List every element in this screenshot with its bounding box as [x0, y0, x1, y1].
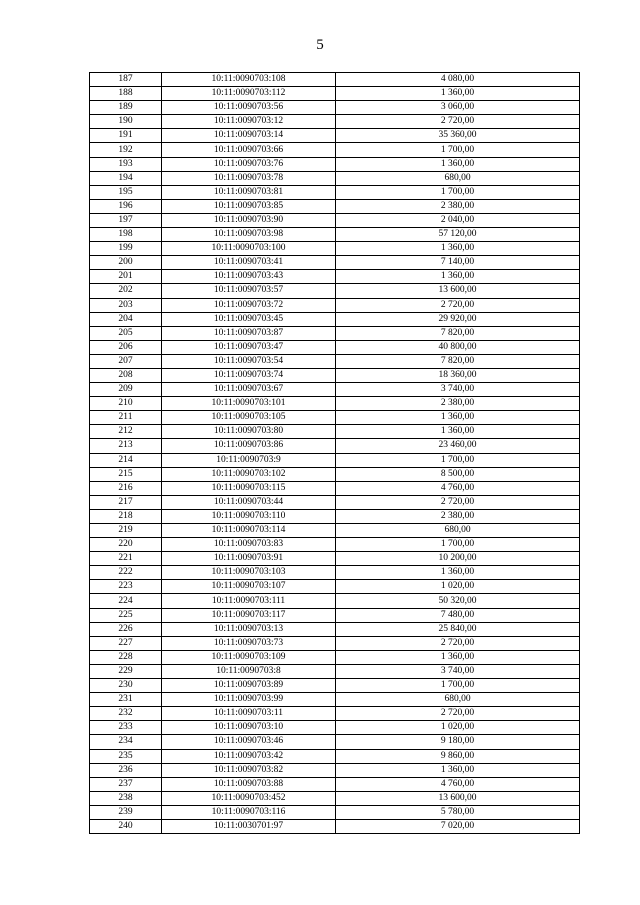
- cadastral-number-cell: 10:11:0090703:111: [162, 594, 336, 608]
- table-row: [90, 538, 580, 552]
- row-number-cell: 193: [90, 157, 162, 171]
- value-cell: 23 460,00: [336, 439, 580, 453]
- cadastral-number-cell: 10:11:0090703:42: [162, 749, 336, 763]
- row-number-cell: 217: [90, 495, 162, 509]
- table-row: [90, 298, 580, 312]
- table-row: [90, 679, 580, 693]
- value-cell: 1 360,00: [336, 411, 580, 425]
- value-cell: 680,00: [336, 693, 580, 707]
- value-cell: 1 360,00: [336, 650, 580, 664]
- row-number-cell: 198: [90, 228, 162, 242]
- cadastral-number-cell: 10:11:0090703:110: [162, 509, 336, 523]
- table-row: [90, 312, 580, 326]
- value-cell: 4 760,00: [336, 777, 580, 791]
- row-number-cell: 187: [90, 73, 162, 87]
- table-row: [90, 566, 580, 580]
- cadastral-number-cell: 10:11:0090703:74: [162, 368, 336, 382]
- cadastral-number-cell: 10:11:0030701:97: [162, 819, 336, 833]
- row-number-cell: 225: [90, 608, 162, 622]
- row-number-cell: 213: [90, 439, 162, 453]
- value-cell: 8 500,00: [336, 467, 580, 481]
- table-row: [90, 368, 580, 382]
- cadastral-number-cell: 10:11:0090703:103: [162, 566, 336, 580]
- cadastral-number-cell: 10:11:0090703:86: [162, 439, 336, 453]
- cadastral-number-cell: 10:11:0090703:80: [162, 425, 336, 439]
- row-number-cell: 221: [90, 552, 162, 566]
- value-cell: 50 320,00: [336, 594, 580, 608]
- value-cell: 2 040,00: [336, 213, 580, 227]
- table-row: [90, 552, 580, 566]
- value-cell: 1 360,00: [336, 763, 580, 777]
- table-row: [90, 453, 580, 467]
- row-number-cell: 230: [90, 679, 162, 693]
- table-row: [90, 664, 580, 678]
- cadastral-number-cell: 10:11:0090703:102: [162, 467, 336, 481]
- cadastral-number-cell: 10:11:0090703:14: [162, 129, 336, 143]
- row-number-cell: 203: [90, 298, 162, 312]
- value-cell: 57 120,00: [336, 228, 580, 242]
- cadastral-number-cell: 10:11:0090703:87: [162, 326, 336, 340]
- value-cell: 1 700,00: [336, 679, 580, 693]
- table-body: [90, 73, 580, 834]
- row-number-cell: 189: [90, 101, 162, 115]
- value-cell: 1 360,00: [336, 242, 580, 256]
- cadastral-number-cell: 10:11:0090703:8: [162, 664, 336, 678]
- row-number-cell: 239: [90, 805, 162, 819]
- row-number-cell: 228: [90, 650, 162, 664]
- row-number-cell: 223: [90, 580, 162, 594]
- value-cell: 5 780,00: [336, 805, 580, 819]
- cadastral-number-cell: 10:11:0090703:72: [162, 298, 336, 312]
- value-cell: 7 480,00: [336, 608, 580, 622]
- value-cell: 29 920,00: [336, 312, 580, 326]
- row-number-cell: 205: [90, 326, 162, 340]
- row-number-cell: 199: [90, 242, 162, 256]
- table-row: [90, 242, 580, 256]
- value-cell: 3 740,00: [336, 383, 580, 397]
- value-cell: 7 820,00: [336, 326, 580, 340]
- value-cell: 18 360,00: [336, 368, 580, 382]
- value-cell: 1 360,00: [336, 270, 580, 284]
- value-cell: 2 720,00: [336, 636, 580, 650]
- row-number-cell: 188: [90, 87, 162, 101]
- table-row: [90, 284, 580, 298]
- table-row: [90, 143, 580, 157]
- cadastral-number-cell: 10:11:0090703:45: [162, 312, 336, 326]
- cadastral-number-cell: 10:11:0090703:85: [162, 199, 336, 213]
- table-row: [90, 735, 580, 749]
- row-number-cell: 215: [90, 467, 162, 481]
- row-number-cell: 204: [90, 312, 162, 326]
- row-number-cell: 238: [90, 791, 162, 805]
- row-number-cell: 201: [90, 270, 162, 284]
- value-cell: 1 360,00: [336, 157, 580, 171]
- cadastral-number-cell: 10:11:0090703:83: [162, 538, 336, 552]
- cadastral-number-cell: 10:11:0090703:13: [162, 622, 336, 636]
- value-cell: 13 600,00: [336, 284, 580, 298]
- row-number-cell: 231: [90, 693, 162, 707]
- row-number-cell: 214: [90, 453, 162, 467]
- row-number-cell: 233: [90, 721, 162, 735]
- cadastral-number-cell: 10:11:0090703:88: [162, 777, 336, 791]
- value-cell: 1 700,00: [336, 453, 580, 467]
- table-row: [90, 439, 580, 453]
- cadastral-number-cell: 10:11:0090703:112: [162, 87, 336, 101]
- row-number-cell: 224: [90, 594, 162, 608]
- cadastral-number-cell: 10:11:0090703:114: [162, 524, 336, 538]
- cadastral-number-cell: 10:11:0090703:109: [162, 650, 336, 664]
- value-cell: 1 020,00: [336, 580, 580, 594]
- value-cell: 2 720,00: [336, 495, 580, 509]
- row-number-cell: 208: [90, 368, 162, 382]
- table-row: [90, 411, 580, 425]
- cadastral-number-cell: 10:11:0090703:11: [162, 707, 336, 721]
- cadastral-number-cell: 10:11:0090703:98: [162, 228, 336, 242]
- page-number: 5: [316, 37, 324, 53]
- table-row: [90, 228, 580, 242]
- table-row: [90, 129, 580, 143]
- value-cell: 9 860,00: [336, 749, 580, 763]
- row-number-cell: 236: [90, 763, 162, 777]
- row-number-cell: 240: [90, 819, 162, 833]
- value-cell: 7 820,00: [336, 354, 580, 368]
- table-row: [90, 594, 580, 608]
- table-row: [90, 185, 580, 199]
- cadastral-number-cell: 10:11:0090703:41: [162, 256, 336, 270]
- cadastral-number-cell: 10:11:0090703:101: [162, 397, 336, 411]
- row-number-cell: 206: [90, 340, 162, 354]
- table-row: [90, 115, 580, 129]
- table-row: [90, 256, 580, 270]
- cadastral-number-cell: 10:11:0090703:90: [162, 213, 336, 227]
- row-number-cell: 209: [90, 383, 162, 397]
- table-row: [90, 73, 580, 87]
- value-cell: 3 060,00: [336, 101, 580, 115]
- table-row: [90, 636, 580, 650]
- table-row: [90, 777, 580, 791]
- table-row: [90, 199, 580, 213]
- cadastral-number-cell: 10:11:0090703:99: [162, 693, 336, 707]
- table-row: [90, 213, 580, 227]
- table-row: [90, 383, 580, 397]
- value-cell: 2 380,00: [336, 397, 580, 411]
- row-number-cell: 190: [90, 115, 162, 129]
- value-cell: 40 800,00: [336, 340, 580, 354]
- cadastral-number-cell: 10:11:0090703:56: [162, 101, 336, 115]
- table-row: [90, 580, 580, 594]
- row-number-cell: 191: [90, 129, 162, 143]
- cadastral-value-table: [89, 72, 580, 834]
- value-cell: 1 700,00: [336, 538, 580, 552]
- table-row: [90, 481, 580, 495]
- row-number-cell: 227: [90, 636, 162, 650]
- table-row: [90, 495, 580, 509]
- table-row: [90, 524, 580, 538]
- cadastral-number-cell: 10:11:0090703:91: [162, 552, 336, 566]
- row-number-cell: 207: [90, 354, 162, 368]
- table-row: [90, 693, 580, 707]
- cadastral-number-cell: 10:11:0090703:107: [162, 580, 336, 594]
- row-number-cell: 232: [90, 707, 162, 721]
- value-cell: 7 020,00: [336, 819, 580, 833]
- table-row: [90, 354, 580, 368]
- value-cell: 680,00: [336, 524, 580, 538]
- cadastral-number-cell: 10:11:0090703:100: [162, 242, 336, 256]
- table-row: [90, 157, 580, 171]
- row-number-cell: 234: [90, 735, 162, 749]
- row-number-cell: 192: [90, 143, 162, 157]
- row-number-cell: 202: [90, 284, 162, 298]
- row-number-cell: 235: [90, 749, 162, 763]
- cadastral-number-cell: 10:11:0090703:9: [162, 453, 336, 467]
- table-row: [90, 763, 580, 777]
- row-number-cell: 229: [90, 664, 162, 678]
- cadastral-number-cell: 10:11:0090703:10: [162, 721, 336, 735]
- cadastral-number-cell: 10:11:0090703:47: [162, 340, 336, 354]
- value-cell: 1 360,00: [336, 87, 580, 101]
- cadastral-number-cell: 10:11:0090703:44: [162, 495, 336, 509]
- value-cell: 1 360,00: [336, 566, 580, 580]
- value-cell: 10 200,00: [336, 552, 580, 566]
- row-number-cell: 200: [90, 256, 162, 270]
- row-number-cell: 195: [90, 185, 162, 199]
- value-cell: 9 180,00: [336, 735, 580, 749]
- row-number-cell: 219: [90, 524, 162, 538]
- value-cell: 1 700,00: [336, 143, 580, 157]
- cadastral-number-cell: 10:11:0090703:116: [162, 805, 336, 819]
- table-row: [90, 101, 580, 115]
- row-number-cell: 237: [90, 777, 162, 791]
- row-number-cell: 226: [90, 622, 162, 636]
- cadastral-number-cell: 10:11:0090703:54: [162, 354, 336, 368]
- table-row: [90, 650, 580, 664]
- value-cell: 1 360,00: [336, 425, 580, 439]
- value-cell: 1 700,00: [336, 185, 580, 199]
- row-number-cell: 197: [90, 213, 162, 227]
- table-row: [90, 707, 580, 721]
- table-row: [90, 622, 580, 636]
- cadastral-number-cell: 10:11:0090703:89: [162, 679, 336, 693]
- row-number-cell: 216: [90, 481, 162, 495]
- table-row: [90, 791, 580, 805]
- cadastral-number-cell: 10:11:0090703:67: [162, 383, 336, 397]
- table-row: [90, 87, 580, 101]
- cadastral-number-cell: 10:11:0090703:117: [162, 608, 336, 622]
- value-cell: 4 080,00: [336, 73, 580, 87]
- cadastral-number-cell: 10:11:0090703:46: [162, 735, 336, 749]
- row-number-cell: 218: [90, 509, 162, 523]
- cadastral-number-cell: 10:11:0090703:108: [162, 73, 336, 87]
- value-cell: 7 140,00: [336, 256, 580, 270]
- table-row: [90, 340, 580, 354]
- row-number-cell: 212: [90, 425, 162, 439]
- cadastral-number-cell: 10:11:0090703:76: [162, 157, 336, 171]
- value-cell: 2 380,00: [336, 199, 580, 213]
- table-row: [90, 467, 580, 481]
- table-row: [90, 425, 580, 439]
- value-cell: 13 600,00: [336, 791, 580, 805]
- cadastral-number-cell: 10:11:0090703:78: [162, 171, 336, 185]
- table-row: [90, 721, 580, 735]
- row-number-cell: 210: [90, 397, 162, 411]
- value-cell: 25 840,00: [336, 622, 580, 636]
- value-cell: 680,00: [336, 171, 580, 185]
- row-number-cell: 211: [90, 411, 162, 425]
- table-row: [90, 270, 580, 284]
- table-row: [90, 509, 580, 523]
- table-row: [90, 397, 580, 411]
- cadastral-number-cell: 10:11:0090703:105: [162, 411, 336, 425]
- row-number-cell: 220: [90, 538, 162, 552]
- cadastral-number-cell: 10:11:0090703:73: [162, 636, 336, 650]
- value-cell: 1 020,00: [336, 721, 580, 735]
- value-cell: 35 360,00: [336, 129, 580, 143]
- value-cell: 2 380,00: [336, 509, 580, 523]
- cadastral-number-cell: 10:11:0090703:82: [162, 763, 336, 777]
- value-cell: 2 720,00: [336, 707, 580, 721]
- cadastral-number-cell: 10:11:0090703:115: [162, 481, 336, 495]
- table-row: [90, 749, 580, 763]
- value-cell: 4 760,00: [336, 481, 580, 495]
- table-row: [90, 326, 580, 340]
- cadastral-number-cell: 10:11:0090703:81: [162, 185, 336, 199]
- table-row: [90, 608, 580, 622]
- cadastral-number-cell: 10:11:0090703:57: [162, 284, 336, 298]
- value-cell: 2 720,00: [336, 115, 580, 129]
- row-number-cell: 196: [90, 199, 162, 213]
- table-row: [90, 805, 580, 819]
- row-number-cell: 222: [90, 566, 162, 580]
- cadastral-number-cell: 10:11:0090703:66: [162, 143, 336, 157]
- table-row: [90, 819, 580, 833]
- cadastral-number-cell: 10:11:0090703:43: [162, 270, 336, 284]
- value-cell: 2 720,00: [336, 298, 580, 312]
- table-row: [90, 171, 580, 185]
- cadastral-number-cell: 10:11:0090703:452: [162, 791, 336, 805]
- row-number-cell: 194: [90, 171, 162, 185]
- cadastral-number-cell: 10:11:0090703:12: [162, 115, 336, 129]
- value-cell: 3 740,00: [336, 664, 580, 678]
